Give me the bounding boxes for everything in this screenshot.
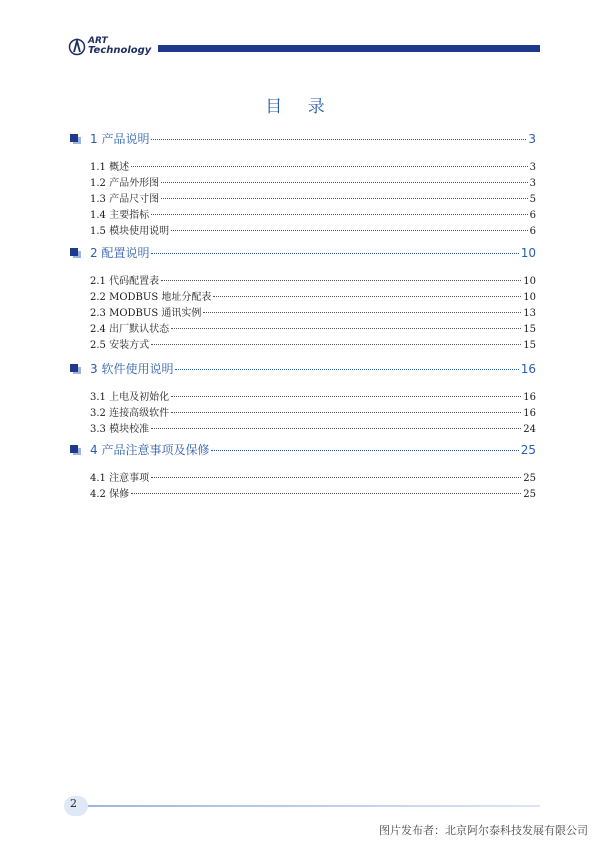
- toc-chapter-page: 16: [520, 362, 536, 376]
- toc-item[interactable]: [90, 288, 536, 303]
- chapter-bullet-icon: [70, 364, 84, 374]
- toc-leader: [151, 344, 521, 345]
- toc-item-label: 2.3 MODBUS 通讯实例: [90, 308, 202, 319]
- toc-item-page: 25: [523, 489, 536, 500]
- toc-leader: [161, 182, 528, 183]
- toc-title: 目 录: [265, 97, 335, 117]
- toc-item-label: 1.3 产品尺寸图: [90, 194, 160, 205]
- toc-leader: [171, 412, 521, 413]
- toc-item-page: 24: [523, 424, 536, 435]
- toc-item-page: 3: [529, 162, 536, 173]
- toc-item-label: 2.2 MODBUS 地址分配表: [90, 292, 212, 303]
- toc-item[interactable]: [90, 420, 536, 435]
- toc-item-page: 3: [529, 178, 536, 189]
- toc-item[interactable]: [90, 158, 536, 173]
- footer-line: [88, 805, 540, 807]
- toc-chapter-page: 10: [520, 246, 536, 260]
- toc-leader: [203, 312, 521, 313]
- toc-item-label: 1.1 概述: [90, 162, 130, 173]
- toc-chapter-3[interactable]: [70, 360, 536, 377]
- toc-item-page: 25: [523, 473, 536, 484]
- toc-chapter-page: 3: [528, 132, 536, 146]
- toc-item[interactable]: [90, 469, 536, 484]
- toc-item-page: 6: [529, 210, 536, 221]
- toc-item[interactable]: [90, 190, 536, 205]
- toc-chapter-label: 1 产品说明: [90, 132, 150, 146]
- toc-item-label: 3.1 上电及初始化: [90, 392, 170, 403]
- toc-leader: [151, 477, 521, 478]
- logo-text-art: ART: [88, 36, 108, 46]
- toc-leader: [171, 396, 521, 397]
- header-bar: [158, 45, 540, 52]
- toc-item[interactable]: [90, 388, 536, 403]
- toc-leader: [131, 166, 528, 167]
- toc-leader: [171, 230, 528, 231]
- toc-item-page: 5: [529, 194, 536, 205]
- toc-chapter-1[interactable]: [70, 130, 536, 147]
- toc-leader: [151, 428, 521, 429]
- toc-item-page: 16: [523, 392, 536, 403]
- toc-chapter-label: 4 产品注意事项及保修: [90, 443, 210, 457]
- toc-leader: [151, 253, 518, 254]
- toc-chapter-label: 3 软件使用说明: [90, 362, 174, 376]
- logo-mark-icon: [68, 38, 86, 56]
- toc-leader: [171, 328, 521, 329]
- publisher-watermark: 图片发布者：北京阿尔泰科技发展有限公司: [379, 824, 588, 837]
- toc-leader: [161, 198, 528, 199]
- toc-item-label: 2.1 代码配置表: [90, 276, 160, 287]
- toc-item-label: 3.2 连接高级软件: [90, 408, 170, 419]
- toc-leader: [211, 450, 518, 451]
- toc-item-label: 1.2 产品外形图: [90, 178, 160, 189]
- toc-item-label: 1.5 模块使用说明: [90, 226, 170, 237]
- toc-item-page: 13: [523, 308, 536, 319]
- chapter-bullet-icon: [70, 248, 84, 258]
- toc-chapter-label: 2 配置说明: [90, 246, 150, 260]
- toc-item-label: 3.3 模块校准: [90, 424, 150, 435]
- toc-item[interactable]: [90, 174, 536, 189]
- toc-item[interactable]: [90, 320, 536, 335]
- toc-item[interactable]: [90, 222, 536, 237]
- toc-item-label: 2.5 安装方式: [90, 340, 150, 351]
- toc-leader: [151, 139, 526, 140]
- toc-item[interactable]: [90, 485, 536, 500]
- toc-item-label: 1.4 主要指标: [90, 210, 150, 221]
- toc-leader: [161, 280, 521, 281]
- chapter-bullet-icon: [70, 134, 84, 144]
- toc-item[interactable]: [90, 404, 536, 419]
- logo-text-technology: Technology: [88, 45, 152, 56]
- page-number: 2: [70, 797, 77, 810]
- toc-leader: [151, 214, 528, 215]
- chapter-bullet-icon: [70, 445, 84, 455]
- toc-leader: [131, 493, 521, 494]
- toc-leader: [213, 296, 521, 297]
- toc-chapter-4[interactable]: [70, 441, 536, 458]
- toc-item[interactable]: [90, 206, 536, 221]
- toc-leader: [175, 369, 518, 370]
- toc-chapter-2[interactable]: [70, 244, 536, 261]
- toc-item-page: 10: [523, 276, 536, 287]
- toc-item-label: 4.2 保修: [90, 489, 130, 500]
- company-logo: [68, 36, 160, 58]
- toc-item-page: 16: [523, 408, 536, 419]
- toc-item-label: 4.1 注意事项: [90, 473, 150, 484]
- toc-item[interactable]: [90, 336, 536, 351]
- toc-item[interactable]: [90, 304, 536, 319]
- toc-item-page: 15: [523, 340, 536, 351]
- toc-item[interactable]: [90, 272, 536, 287]
- toc-chapter-page: 25: [520, 443, 536, 457]
- toc-item-label: 2.4 出厂默认状态: [90, 324, 170, 335]
- toc-item-page: 15: [523, 324, 536, 335]
- toc-item-page: 6: [529, 226, 536, 237]
- toc-item-page: 10: [523, 292, 536, 303]
